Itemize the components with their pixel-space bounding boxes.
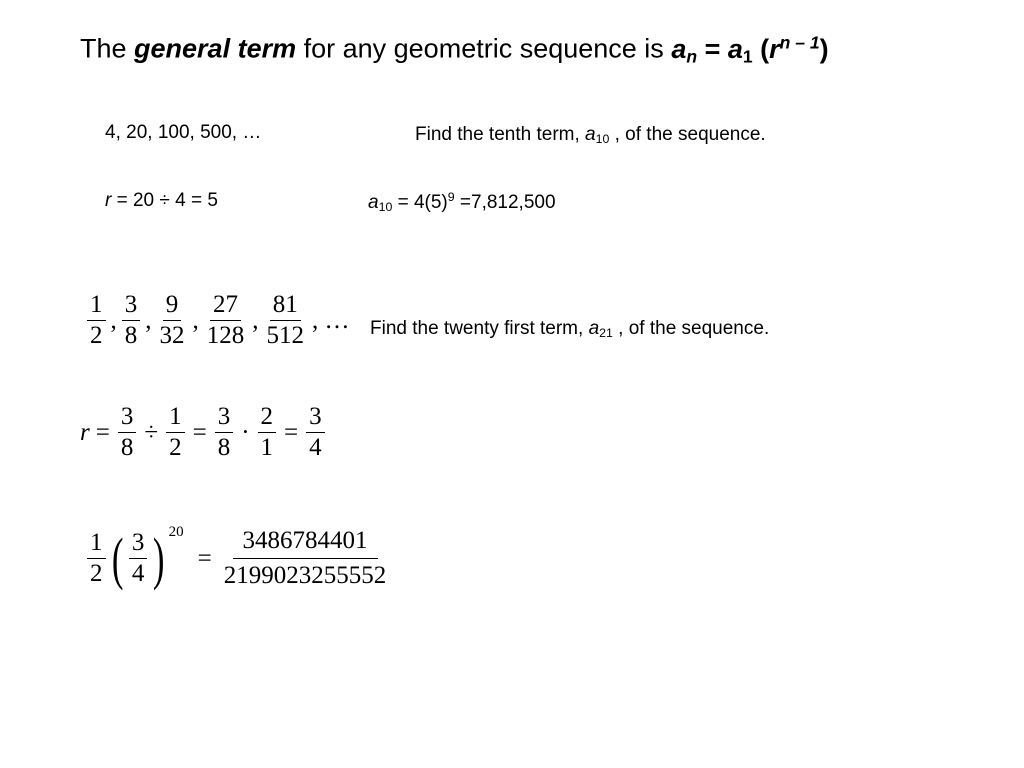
ex2-answer: $\frac{1}{2}$ ( $\frac{3}{4}$ ) 20 = $\frac{3486784401}{2199023255552}$ <box>85 528 392 590</box>
ex2-prompt: Find the twenty first term, $a_{21}$ , of the sequence. <box>370 318 770 341</box>
seq-fraction: $\frac{27}{128}$ <box>206 291 245 350</box>
answer-result-fraction: $\frac{3486784401}{2199023255552}$ <box>223 527 387 590</box>
ex1-prompt: Find the tenth term, $a_{10}$ , of the sequence. <box>415 124 766 147</box>
page-title: The general term for any geometric sequence is $a_n = a_1$ $(r^{n - 1})$ <box>80 32 829 67</box>
seq-fraction: $\frac{1}{2}$ <box>87 292 106 350</box>
ex1-sequence: 4, 20, 100, 500, … <box>105 122 262 143</box>
right-paren: ) <box>153 525 165 591</box>
ratio-fraction: $\frac{2}{1}$ <box>258 404 277 462</box>
ex2-sequence: $\frac{1}{2}$ , $\frac{3}{8}$ , $\frac{9}{32}$ , $\frac{27}{128}$ , $\frac{81}{512}$ , … <box>85 292 353 350</box>
answer-fraction: $\frac{3}{4}$ <box>129 530 148 588</box>
answer-fraction: $\frac{1}{2}$ <box>87 530 106 588</box>
seq-fraction: $\frac{81}{512}$ <box>266 291 304 350</box>
ratio-fraction: $\frac{3}{4}$ <box>306 404 325 462</box>
ex1-answer: $a_{10} = 4(5)^9 =7,812,500$ <box>368 190 556 214</box>
seq-fraction: $\frac{3}{8}$ <box>122 292 141 350</box>
ratio-fraction: $\frac{3}{8}$ <box>215 404 234 462</box>
left-paren: ( <box>111 525 123 591</box>
ratio-fraction: $\frac{1}{2}$ <box>166 404 185 462</box>
ex1-ratio: r = 20 ÷ 4 = 5 <box>105 190 218 211</box>
ratio-fraction: $\frac{3}{8}$ <box>118 404 137 462</box>
seq-fraction: $\frac{9}{32}$ <box>159 291 185 350</box>
answer-exponent: 20 <box>168 524 184 540</box>
ex2-ratio: r = $\frac{3}{8}$ ÷ $\frac{1}{2}$ = $\frac{3}{8}$ · $\frac{2}{1}$ = $\frac{3}{4}$ <box>80 404 327 462</box>
